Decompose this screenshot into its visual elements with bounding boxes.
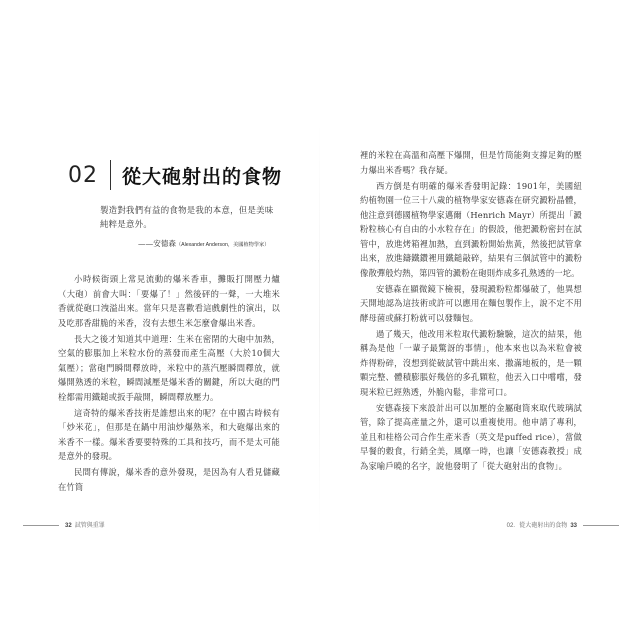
footer-rule: [23, 525, 59, 526]
paragraph: 安德森在顯微鏡下檢視，發現澱粉粒都爆破了，他異想天開地認為這技術或許可以應用在麵包製作上，說不定不用酵母菌或蘇打粉就可以發麵包。: [360, 283, 582, 323]
paragraph: 裡的米粒在高溫和高壓下爆開，但是竹筒能夠支撐足夠的壓力爆出米香嗎？我存疑。: [360, 150, 582, 175]
left-body-text: [58, 272, 280, 506]
footer-rule: [583, 525, 619, 526]
chapter-divider: [110, 160, 111, 190]
right-page-footer: [507, 520, 622, 529]
paragraph: 長大之後才知道其中道理：生米在密閉的大砲中加熱，空氣的膨脹加上米粒水份的蒸發而產生高壓（大於10個大氣壓）；當砲門瞬間釋放時，米粒中的蒸汽壓瞬間釋放，就爆開熟透的米粒，瞬間減壓是爆米香的關鍵，所以大砲的門栓都需用鐵鎚或扳手敲開，瞬間釋放壓力。: [58, 333, 280, 402]
chapter-title: 從大砲射出的食物: [122, 165, 283, 188]
chapter-heading: [68, 160, 282, 190]
paragraph: 小時候街頭上常見流動的爆米香車，攤販打開壓力爐（大砲）前會大叫：「要爆了！」然後砰的一聲，一大堆米香就從砲口洩溢出來。當年只是喜歡看這戲劇性的演出，以及吃那香甜脆的米香，沒有去想生米怎麼會爆出米香。: [58, 274, 280, 328]
epigraph-quote: 製造對我們有益的食物是我的本意，但是美味純粹是意外。: [100, 205, 274, 229]
paragraph: 西方倒是有明確的爆米香發明記錄：1901年，美國紐約植物園一位三十八歲的植物學家安德森在研究澱粉晶體，他注意到德國植物學家邁爾（Henrich Mayr）所提出「澱粉粒核心有自由的小水粒存在」的假設，他把澱粉密封在試管中，放進烤箱裡加熱，直到澱粉開始焦黃，然後把試管拿出來，放進鑄鐵鑽裡用鐵鎚敲碎，結果有三個試管中的澱粉像散彈般灼熱，第四管的澱粉在砲則炸成多孔熟透的一坨。: [360, 180, 582, 278]
attribution-dash: ——: [138, 239, 154, 248]
paragraph: 民間有傳說，爆米香的意外發現，是因為有人看見儲藏在竹筒: [58, 467, 280, 492]
right-page: [320, 0, 640, 640]
right-body-text: [360, 148, 582, 507]
left-page-number: 32: [65, 523, 72, 529]
chapter-number: 02: [68, 162, 98, 188]
attribution-author: 安德森: [153, 239, 176, 248]
paragraph: 過了幾天，他改用米粒取代澱粉驗驗，這次的結果，他稱為是他「一輩子最驚訝的事情」，他本來也以為米粒會被炸得粉碎，沒想到從破試管中跳出來、撒滿地板的，是一顆顆完整、體積膨脹好幾倍的多孔顆粒，他丟入口中嚐嚐，發現米粒已經熟透，外脆內鬆，非常可口。: [360, 328, 582, 397]
paragraph: 安德森接下來設計出可以加壓的金屬砲筒來取代玻璃試管，除了提高產量之外，還可以重複使用。他申請了專利，並且和桂格公司合作生產米香（英文是puffed rice），當做早餐的穀食，行銷全美，風靡一時，也讓「安德森教授」成為家喻戶曉的名字，說他發明了「從大砲射出的食物」。: [360, 402, 582, 471]
epigraph-attribution: [138, 238, 308, 249]
right-page-number: 33: [570, 523, 577, 529]
left-page-footer: [20, 520, 105, 529]
running-title: 試管與重罪: [74, 523, 105, 529]
paragraph: 這奇特的爆米香技術是誰想出來的呢？在中國古時候有「炒米花」，但那是在鍋中用油炒爆熟米，和大砲爆出來的米香不一樣。爆米香要要特殊的工具和技巧，而不是太可能是意外的發現。: [58, 407, 280, 462]
attribution-author-latin: （Alexander Anderson，美國植物學家）: [175, 242, 270, 248]
section-label: 02．從大砲射出的食物: [506, 523, 568, 529]
